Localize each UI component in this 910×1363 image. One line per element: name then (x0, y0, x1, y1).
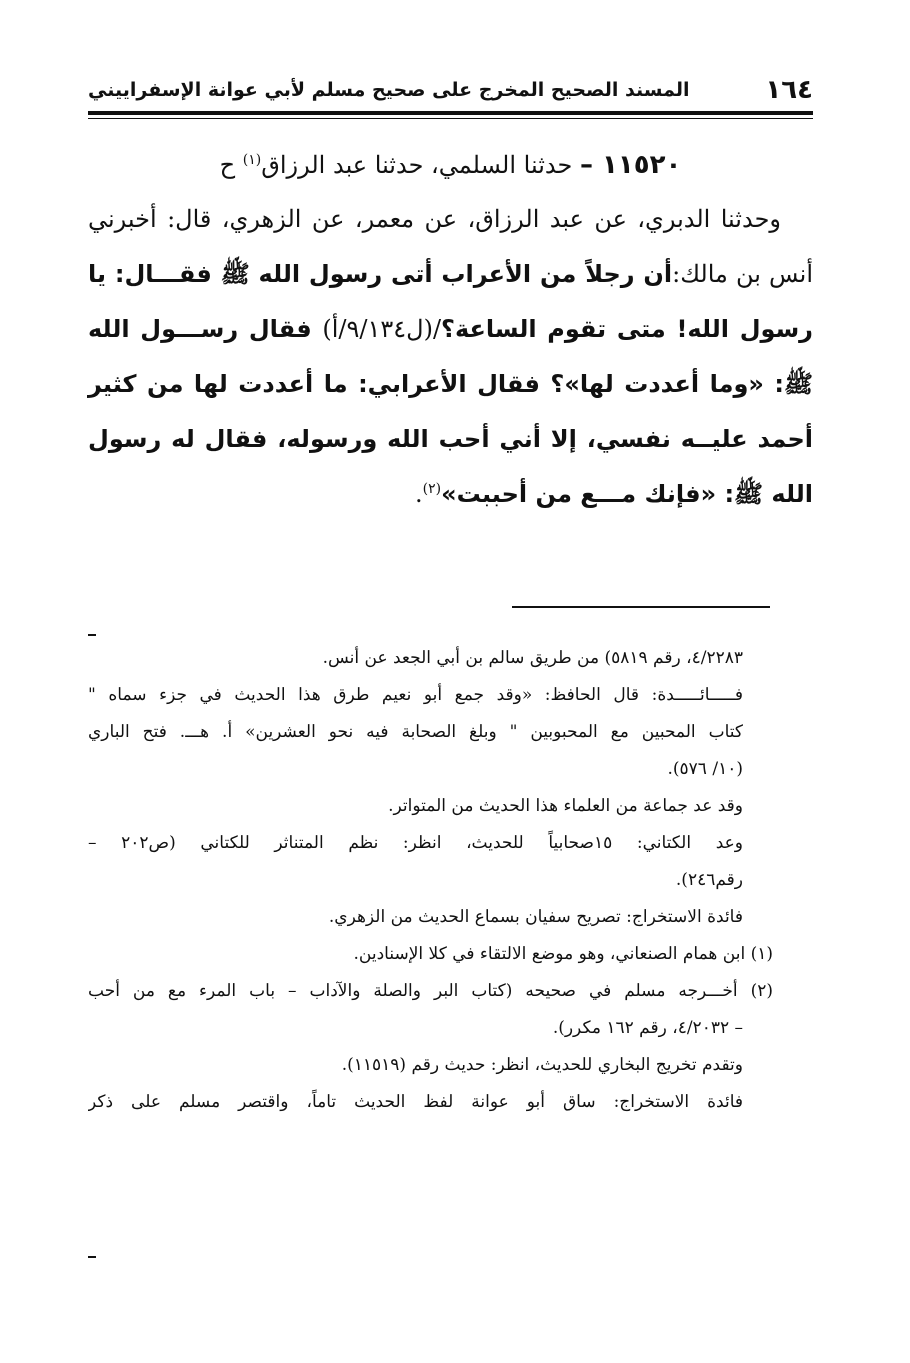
footnote-line: (٢) أخـــرجه مسلم في صحيحه (كتاب البر والصلة والآداب – باب المرء مع من أحب (88, 981, 773, 1001)
isnad-first-chain: حدثنا السلمي، حدثنا عبد الرزاق (261, 151, 580, 179)
footnote-line: وقد عد جماعة من العلماء هذا الحديث من المتواتر. (388, 796, 743, 816)
footnote-line: فـــــائـــــدة: قال الحافظ: «وقد جمع أبو نعيم طرق هذا الحديث في جزء سماه " (88, 685, 743, 705)
footnote-line: وتقدم تخريج البخاري للحديث، انظر: حديث رقم (١١٥١٩). (341, 1055, 743, 1075)
manuscript-folio: /(ل٩/١٣٤/أ) (322, 315, 442, 343)
isnad-second-chain: وحدثنا الدبري، عن عبد الرزاق، عن معمر، عن الزهري، قال: (167, 205, 781, 233)
footnotes (88, 640, 773, 1121)
footnote-line: (١٠/ ٥٧٦). (667, 759, 743, 779)
running-title: المسند الصحيح المخرج على صحيح مسلم لأبي عوانة الإسفراييني (88, 79, 690, 101)
footnote-line: رقم٢٤٦). (675, 870, 743, 890)
page-number: ١٦٤ (765, 75, 813, 105)
footnote-line: وعد الكتاني: ١٥صحابياً للحديث، انظر: نظم المتناثر للكتاني (ص٢٠٢ – (88, 833, 743, 853)
matn-part-1: أن رجلاً من الأعراب أتى رسول الله ﷺ فقـــال: يا رسول الله! متى تقوم الساعة؟ (88, 260, 813, 343)
footnote-ref-2: (٢) (422, 481, 442, 497)
hadith-body (88, 192, 813, 522)
footnote-line: – ٤/٢٠٣٢، رقم ١٦٢ مكرر). (552, 1018, 743, 1038)
isnad-tahwil: ح (219, 151, 243, 179)
footnote-separator (512, 606, 770, 608)
margin-mark-top (88, 634, 96, 636)
footnote-line: (١) ابن همام الصنعاني، وهو موضع الالتقاء في كلا الإسنادين. (353, 944, 773, 964)
main-text (88, 138, 813, 522)
page-header (88, 70, 813, 110)
hadith-number: ١١٥٢٠ (602, 150, 682, 180)
matn-part-2: فقال رســـول الله ﷺ: «وما أعددت لها»؟ فقال الأعرابي: ما أعددت لها من كثير أحمد عليــه نفسي، إلا أني أحب الله ورسوله، فقال له رسول الله ﷺ: «فإنك مـــع من أحببت» (88, 315, 813, 508)
hadith-dash: – (579, 150, 602, 180)
footnote-line: فائدة الاستخراج: ساق أبو عوانة لفظ الحديث تاماً، واقتصر مسلم على ذكر (88, 1092, 743, 1112)
footnote-line: ٤/٢٢٨٣، رقم ٥٨١٩) من طريق سالم بن أبي الجعد عن أنس. (322, 648, 743, 668)
hadith-heading (88, 138, 813, 192)
header-rule (88, 111, 813, 115)
footnote-ref-1: (١) (242, 152, 262, 168)
header-rule-thin (88, 118, 813, 119)
footnote-line: فائدة الاستخراج: تصريح سفيان بسماع الحديث من الزهري. (328, 907, 743, 927)
end-mark: . (414, 480, 423, 508)
margin-mark-bottom (88, 1256, 96, 1258)
footnote-line: كتاب المحبين مع المحبوبين " وبلغ الصحابة فيه نحو العشرين» أ. هـــ. فتح الباري (88, 722, 743, 742)
isnad-third-chain: أخبرني أنس بن مالك: (88, 205, 813, 288)
